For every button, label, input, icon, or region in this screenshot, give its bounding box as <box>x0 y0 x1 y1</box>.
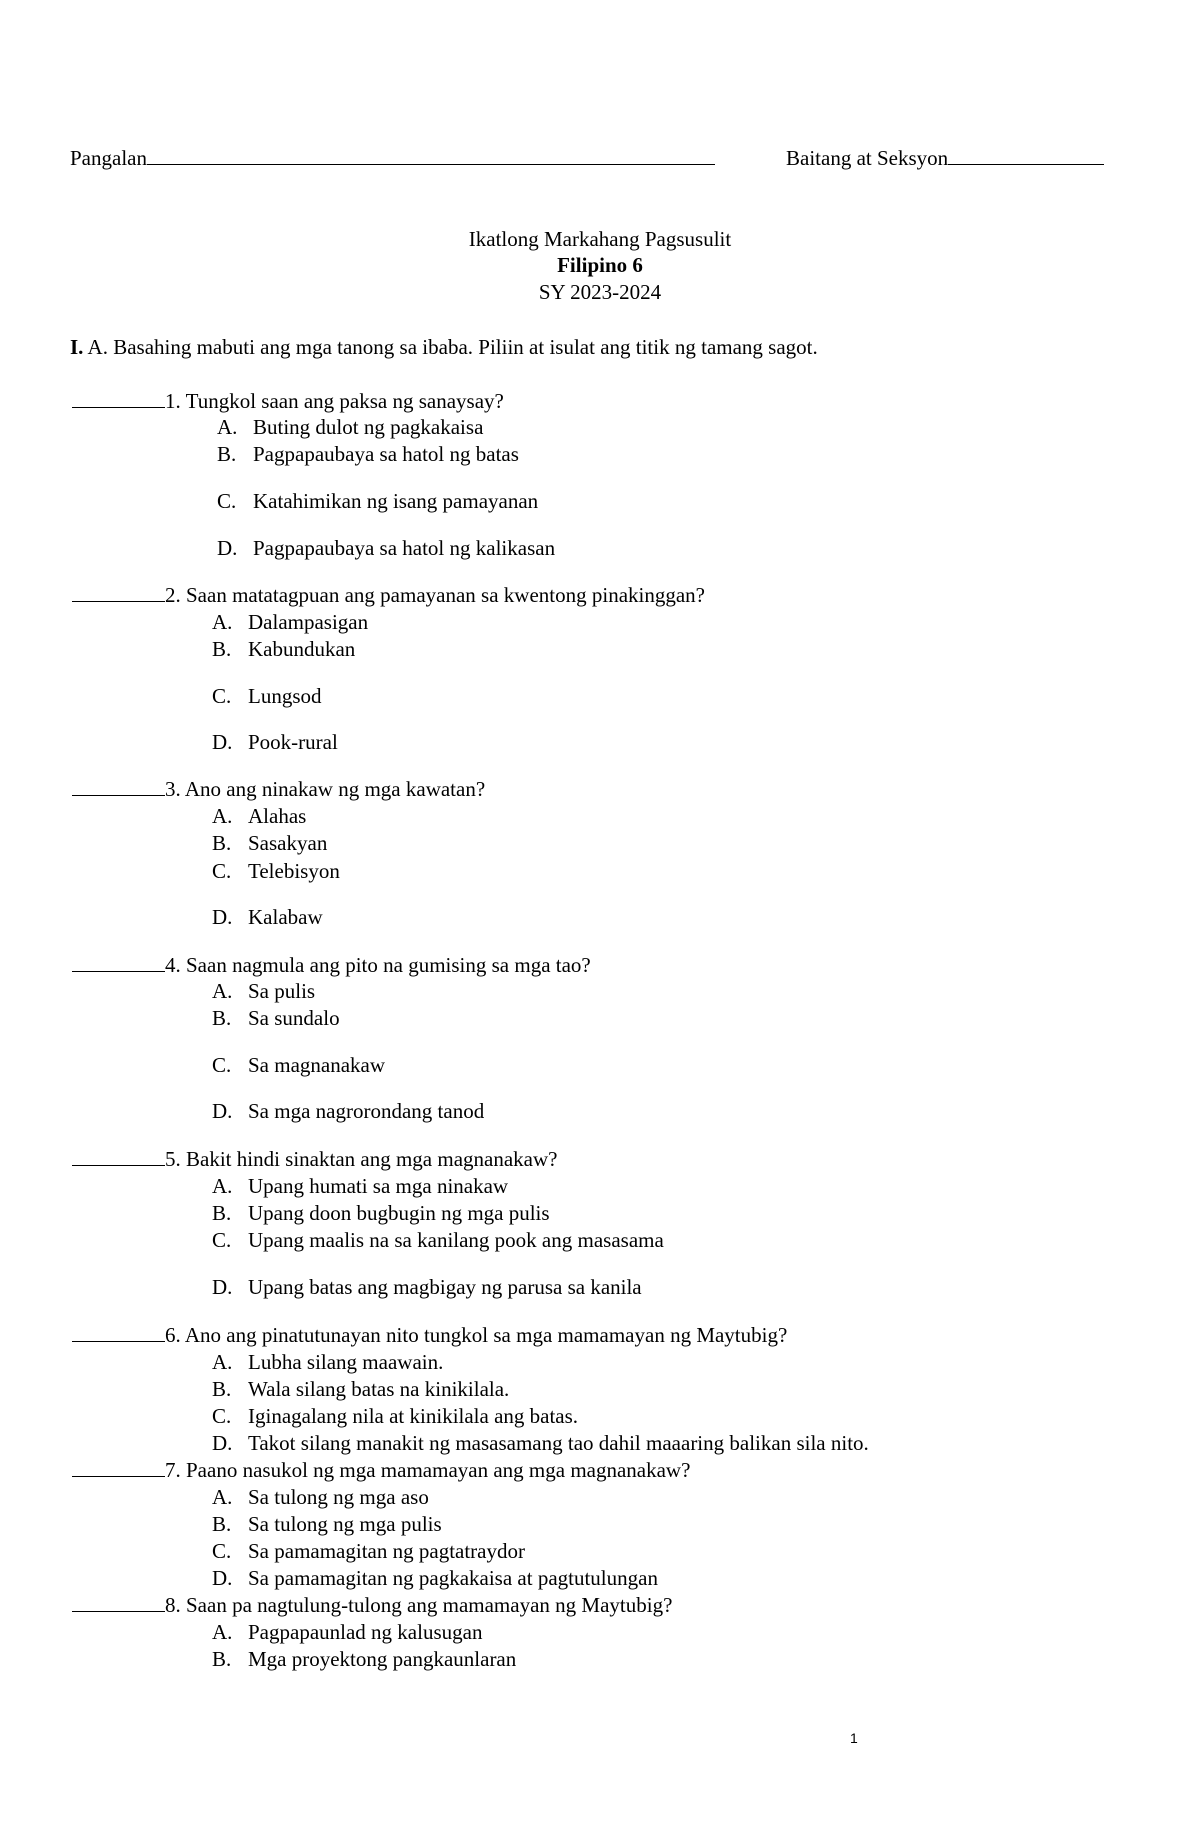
option-text: Buting dulot ng pagkakaisa <box>253 415 484 439</box>
option-letter: B. <box>212 1647 232 1671</box>
name-blank[interactable] <box>147 145 715 165</box>
question-text: 3. Ano ang ninakaw ng mga kawatan? <box>165 777 486 801</box>
instructions-text: A. Basahing mabuti ang mga tanong sa ibaba. Piliin at isulat ang titik ng tamang sagot. <box>87 335 818 359</box>
section-number: I. <box>70 335 84 359</box>
page-number: 1 <box>850 1730 858 1746</box>
question-3 <box>72 776 485 802</box>
question-6 <box>72 1322 787 1348</box>
option-4d <box>212 1098 484 1124</box>
answer-blank-8[interactable] <box>72 1592 165 1612</box>
option-letter: A. <box>212 804 233 828</box>
option-letter: C. <box>212 859 232 883</box>
question-text: 5. Bakit hindi sinaktan ang mga magnanakaw? <box>165 1147 558 1171</box>
option-letter: C. <box>212 1228 232 1252</box>
option-letter: D. <box>212 730 233 754</box>
option-text: Upang maalis na sa kanilang pook ang masasama <box>248 1228 664 1252</box>
option-letter: A. <box>212 979 233 1003</box>
name-label: Pangalan <box>70 146 147 170</box>
option-text: Kalabaw <box>248 905 323 929</box>
option-text: Sa sundalo <box>248 1006 340 1030</box>
option-letter: A. <box>212 610 233 634</box>
exam-title: Ikatlong Markahang Pagsusulit <box>468 227 732 251</box>
option-text: Pagpapaunlad ng kalusugan <box>248 1620 483 1644</box>
option-6c <box>212 1403 578 1429</box>
option-text: Sa pamamagitan ng pagkakaisa at pagtutulungan <box>248 1566 658 1590</box>
option-2b <box>212 636 355 662</box>
option-7c <box>212 1538 525 1564</box>
option-letter: C. <box>212 1404 232 1428</box>
option-text: Upang batas ang magbigay ng parusa sa kanila <box>248 1275 642 1299</box>
option-text: Lungsod <box>248 684 322 708</box>
option-text: Sa mga nagrorondang tanod <box>248 1099 485 1123</box>
option-text: Sa tulong ng mga aso <box>248 1485 429 1509</box>
option-letter: C. <box>212 684 232 708</box>
option-3d <box>212 904 323 930</box>
question-2 <box>72 582 705 608</box>
option-5b <box>212 1200 550 1226</box>
option-letter: D. <box>212 905 233 929</box>
answer-blank-2[interactable] <box>72 582 165 602</box>
option-text: Sa tulong ng mga pulis <box>248 1512 442 1536</box>
option-letter: D. <box>212 1275 233 1299</box>
question-text: 1. Tungkol saan ang paksa ng sanaysay? <box>165 389 504 413</box>
option-5d <box>212 1274 642 1300</box>
option-text: Sa pulis <box>248 979 316 1003</box>
option-letter: C. <box>212 1539 232 1563</box>
question-8 <box>72 1592 672 1618</box>
option-text: Lubha silang maawain. <box>248 1350 444 1374</box>
question-7 <box>72 1457 690 1483</box>
instructions <box>70 334 818 360</box>
option-4c <box>212 1052 385 1078</box>
option-1c <box>217 488 538 514</box>
answer-blank-1[interactable] <box>72 388 165 408</box>
option-1a <box>217 414 483 440</box>
option-text: Sa pamamagitan ng pagtatraydor <box>248 1539 525 1563</box>
answer-blank-3[interactable] <box>72 776 165 796</box>
option-7b <box>212 1511 442 1537</box>
option-text: Sasakyan <box>248 831 328 855</box>
question-text: 6. Ano ang pinatutunayan nito tungkol sa mga mamamayan ng Maytubig? <box>165 1323 788 1347</box>
option-3a <box>212 803 306 829</box>
answer-blank-5[interactable] <box>72 1146 165 1166</box>
question-text: 4. Saan nagmula ang pito na gumising sa mga tao? <box>165 953 591 977</box>
option-4a <box>212 978 315 1004</box>
option-text: Pook-rural <box>248 730 338 754</box>
question-text: 2. Saan matatagpuan ang pamayanan sa kwentong pinakinggan? <box>165 583 705 607</box>
option-letter: B. <box>212 637 232 661</box>
option-text: Wala silang batas na kinikilala. <box>248 1377 510 1401</box>
section-field <box>786 145 1104 171</box>
option-1b <box>217 441 519 467</box>
question-4 <box>72 952 591 978</box>
option-letter: A. <box>212 1485 233 1509</box>
option-letter: A. <box>212 1174 233 1198</box>
option-text: Iginagalang nila at kinikilala ang batas. <box>248 1404 579 1428</box>
option-text: Sa magnanakaw <box>248 1053 386 1077</box>
option-letter: D. <box>217 536 238 560</box>
option-letter: C. <box>217 489 237 513</box>
option-letter: D. <box>212 1566 233 1590</box>
option-4b <box>212 1005 340 1031</box>
option-2c <box>212 683 322 709</box>
option-text: Pagpapaubaya sa hatol ng batas <box>253 442 519 466</box>
option-text: Pagpapaubaya sa hatol ng kalikasan <box>253 536 556 560</box>
option-letter: B. <box>212 831 232 855</box>
answer-blank-7[interactable] <box>72 1457 165 1477</box>
option-text: Katahimikan ng isang pamayanan <box>253 489 539 513</box>
question-text: 7. Paano nasukol ng mga mamamayan ang mga magnanakaw? <box>165 1458 691 1482</box>
option-text: Upang doon bugbugin ng mga pulis <box>248 1201 550 1225</box>
option-text: Alahas <box>248 804 307 828</box>
option-letter: B. <box>212 1006 232 1030</box>
option-6a <box>212 1349 443 1375</box>
question-1 <box>72 388 504 414</box>
option-letter: B. <box>212 1512 232 1536</box>
option-letter: B. <box>212 1377 232 1401</box>
option-letter: A. <box>212 1620 233 1644</box>
question-5 <box>72 1146 557 1172</box>
option-2d <box>212 729 338 755</box>
name-field <box>70 145 715 171</box>
answer-blank-6[interactable] <box>72 1322 165 1342</box>
option-7d <box>212 1565 658 1591</box>
school-year: SY 2023-2024 <box>538 280 662 304</box>
option-letter: C. <box>212 1053 232 1077</box>
option-text: Takot silang manakit ng masasamang tao dahil maaaring balikan sila nito. <box>248 1431 869 1455</box>
option-6d <box>212 1430 869 1456</box>
option-letter: D. <box>212 1431 233 1455</box>
option-7a <box>212 1484 429 1510</box>
section-label: Baitang at Seksyon <box>786 146 949 170</box>
option-5c <box>212 1227 664 1253</box>
option-1d <box>217 535 555 561</box>
option-text: Telebisyon <box>248 859 340 883</box>
question-text: 8. Saan pa nagtulung-tulong ang mamamayan ng Maytubig? <box>165 1593 673 1617</box>
option-letter: D. <box>212 1099 233 1123</box>
subject-title: Filipino 6 <box>557 253 643 277</box>
option-6b <box>212 1376 509 1402</box>
option-letter: B. <box>217 442 237 466</box>
option-text: Upang humati sa mga ninakaw <box>248 1174 509 1198</box>
option-letter: A. <box>217 415 238 439</box>
answer-blank-4[interactable] <box>72 952 165 972</box>
option-2a <box>212 609 368 635</box>
section-blank[interactable] <box>948 145 1104 165</box>
option-text: Kabundukan <box>248 637 356 661</box>
option-8b <box>212 1646 516 1672</box>
option-8a <box>212 1619 482 1645</box>
option-letter: A. <box>212 1350 233 1374</box>
option-letter: B. <box>212 1201 232 1225</box>
option-5a <box>212 1173 508 1199</box>
option-text: Dalampasigan <box>248 610 369 634</box>
option-3b <box>212 830 327 856</box>
option-text: Mga proyektong pangkaunlaran <box>248 1647 517 1671</box>
option-3c <box>212 858 340 884</box>
